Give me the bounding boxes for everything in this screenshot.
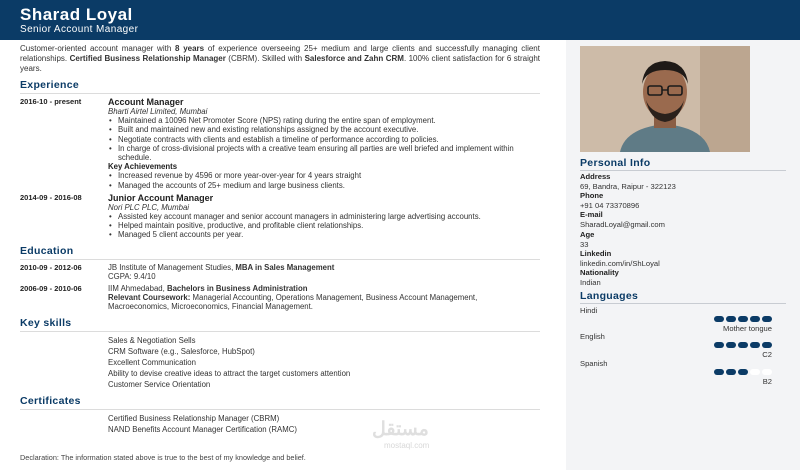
list-item: • Assisted key account manager and senior account managers in administering large advertising accounts. (108, 212, 540, 221)
field-label: E-mail (580, 210, 603, 219)
rating-dot (714, 342, 724, 348)
language-name: Hindi (580, 306, 598, 315)
summary-text: (CBRM). Skilled with (225, 54, 305, 63)
email-field (580, 210, 665, 229)
language-row (580, 359, 786, 386)
school-name: IIM Ahmedabad, (108, 284, 167, 294)
achievements-heading: Key Achievements (108, 162, 178, 172)
list-item: • Maintained a 10096 Net Promoter Score (NPS) rating during the entire span of employment. (108, 116, 540, 125)
certificates-heading: Certificates (20, 395, 540, 410)
list-item: • Helped maintain positive, productive, and profitable client relationships. (108, 221, 540, 230)
summary-text: of experience overseeing 25+ medium and large clients and successfully managing client relationships. (20, 44, 540, 63)
skill-item: Ability to devise creative ideas to attract the target customers attention (108, 368, 351, 378)
rating-dot (762, 342, 772, 348)
language-rating (714, 369, 772, 375)
education-detail: CGPA: 9.4/10 (108, 271, 156, 281)
company-name: Bharti Airtel Limited, Mumbai (108, 107, 208, 116)
entry-date: 2006-09 - 2010-06 (20, 284, 82, 294)
certificates-list (108, 413, 540, 435)
rating-dot (750, 316, 760, 322)
degree-name: MBA in Sales Management (235, 262, 335, 272)
company-name: Nori PLC PLC, Mumbai (108, 202, 190, 212)
job-title: Junior Account Manager (108, 192, 214, 203)
rating-dot (726, 342, 736, 348)
language-level: Mother tongue (723, 324, 772, 333)
language-row (580, 332, 786, 359)
rating-dot (738, 342, 748, 348)
skill-item: CRM Software (e.g., Salesforce, HubSpot) (108, 346, 255, 356)
skills-list (108, 335, 540, 390)
field-value: +91 04 73370896 (580, 200, 640, 210)
rating-dot (738, 316, 748, 322)
entry-date: 2016-10 - present (20, 97, 82, 106)
field-label: Age (580, 230, 595, 239)
sidebar (566, 40, 800, 470)
field-value: 69, Bandra, Raipur - 322123 (580, 181, 676, 191)
skill-item: Customer Service Orientation (108, 379, 211, 389)
watermark-url: mostaql.com (384, 441, 430, 450)
summary-highlight: Salesforce and Zahn CRM (304, 54, 404, 63)
rating-dot (762, 369, 772, 375)
header-banner (0, 0, 800, 40)
list-item: • Negotiate contracts with clients and establish a timeline of performance according to policies. (108, 135, 540, 144)
age-field (580, 230, 594, 249)
certificate-item: NAND Benefits Account Manager Certification (RAMC) (108, 424, 297, 434)
rating-dot (750, 342, 760, 348)
profile-photo (580, 46, 750, 152)
language-name: English (580, 332, 605, 341)
portrait-image (580, 46, 750, 152)
rating-dot (726, 369, 736, 375)
degree-name: Bachelors in Business Administration (166, 284, 308, 294)
experience-heading: Experience (20, 79, 540, 94)
language-rating (714, 316, 772, 322)
field-value: Indian (580, 277, 601, 287)
summary-text: . 100% client satisfaction for 6 straight years. (20, 54, 541, 73)
education-entry (20, 263, 540, 281)
field-label: Linkedin (580, 249, 612, 258)
rating-dot (714, 316, 724, 322)
nationality-field (580, 268, 619, 287)
summary-text: Customer-oriented account manager with (20, 44, 176, 53)
entry-date: 2014-09 - 2016-08 (20, 192, 82, 202)
rating-dot (714, 369, 724, 375)
divider (580, 303, 786, 304)
coursework-label: Relevant Coursework: (108, 293, 191, 303)
divider (580, 170, 786, 171)
achievements-list (108, 171, 540, 189)
duties-list (108, 212, 540, 240)
profile-summary (20, 44, 540, 74)
rating-dot (762, 316, 772, 322)
field-value: SharadLoyal@gmail.com (580, 219, 665, 229)
candidate-name: Sharad Loyal (20, 5, 133, 24)
language-row (580, 306, 786, 333)
language-name: Spanish (580, 359, 608, 368)
experience-entry (20, 193, 540, 240)
summary-highlight: 8 years (175, 44, 205, 53)
watermark-logo: مستقل (372, 419, 429, 440)
rating-dot (726, 316, 736, 322)
rating-dot (750, 369, 760, 375)
declaration-text: Declaration: The information stated above is true to the best of my knowledge and belief. (20, 453, 306, 462)
list-item: • Increased revenue by 4596 or more year-over-year for 4 years straight (108, 171, 540, 180)
linkedin-field (580, 249, 660, 268)
certificate-item: Certified Business Relationship Manager (CBRM) (108, 413, 280, 423)
summary-highlight: Certified Business Relationship Manager (69, 54, 226, 63)
education-entry (20, 284, 540, 312)
list-item: • Managed 5 client accounts per year. (108, 230, 540, 239)
coursework-text: Managerial Accounting, Operations Management, Business Account Management, Macroeconomics, Microeconomics, Financial Management. (108, 293, 478, 312)
personal-info-heading: Personal Info (580, 157, 651, 169)
duties-list (108, 116, 540, 162)
list-item: • Managed the accounts of 25+ medium and large business clients. (108, 181, 540, 190)
education-heading: Education (20, 245, 540, 260)
address-field (580, 172, 676, 191)
experience-entry (20, 97, 540, 190)
language-rating (714, 342, 772, 348)
phone-field (580, 191, 639, 210)
main-column (20, 44, 540, 435)
field-value: 33 (580, 239, 589, 249)
field-label: Nationality (580, 268, 619, 277)
field-label: Address (580, 172, 611, 181)
list-item: • Built and maintained new and existing relationships assigned by the account executive. (108, 125, 540, 134)
language-level: C2 (762, 350, 772, 359)
list-item: • In charge of cross-divisional projects with a creative team ensuring all parties are well briefed and implement within schedule. (108, 144, 540, 162)
candidate-role: Senior Account Manager (20, 24, 139, 35)
school-name: JB Institute of Management Studies, (108, 262, 236, 272)
skills-heading: Key skills (20, 317, 540, 332)
job-title: Account Manager (108, 97, 184, 107)
field-value: linkedin.com/in/ShLoyal (580, 258, 660, 268)
rating-dot (738, 369, 748, 375)
language-level: B2 (762, 377, 772, 386)
skill-item: Excellent Communication (108, 357, 196, 367)
skill-item: Sales & Negotiation Sells (108, 335, 196, 345)
entry-date: 2010-09 - 2012-06 (20, 262, 82, 272)
field-label: Phone (580, 191, 604, 200)
languages-heading: Languages (580, 290, 639, 302)
